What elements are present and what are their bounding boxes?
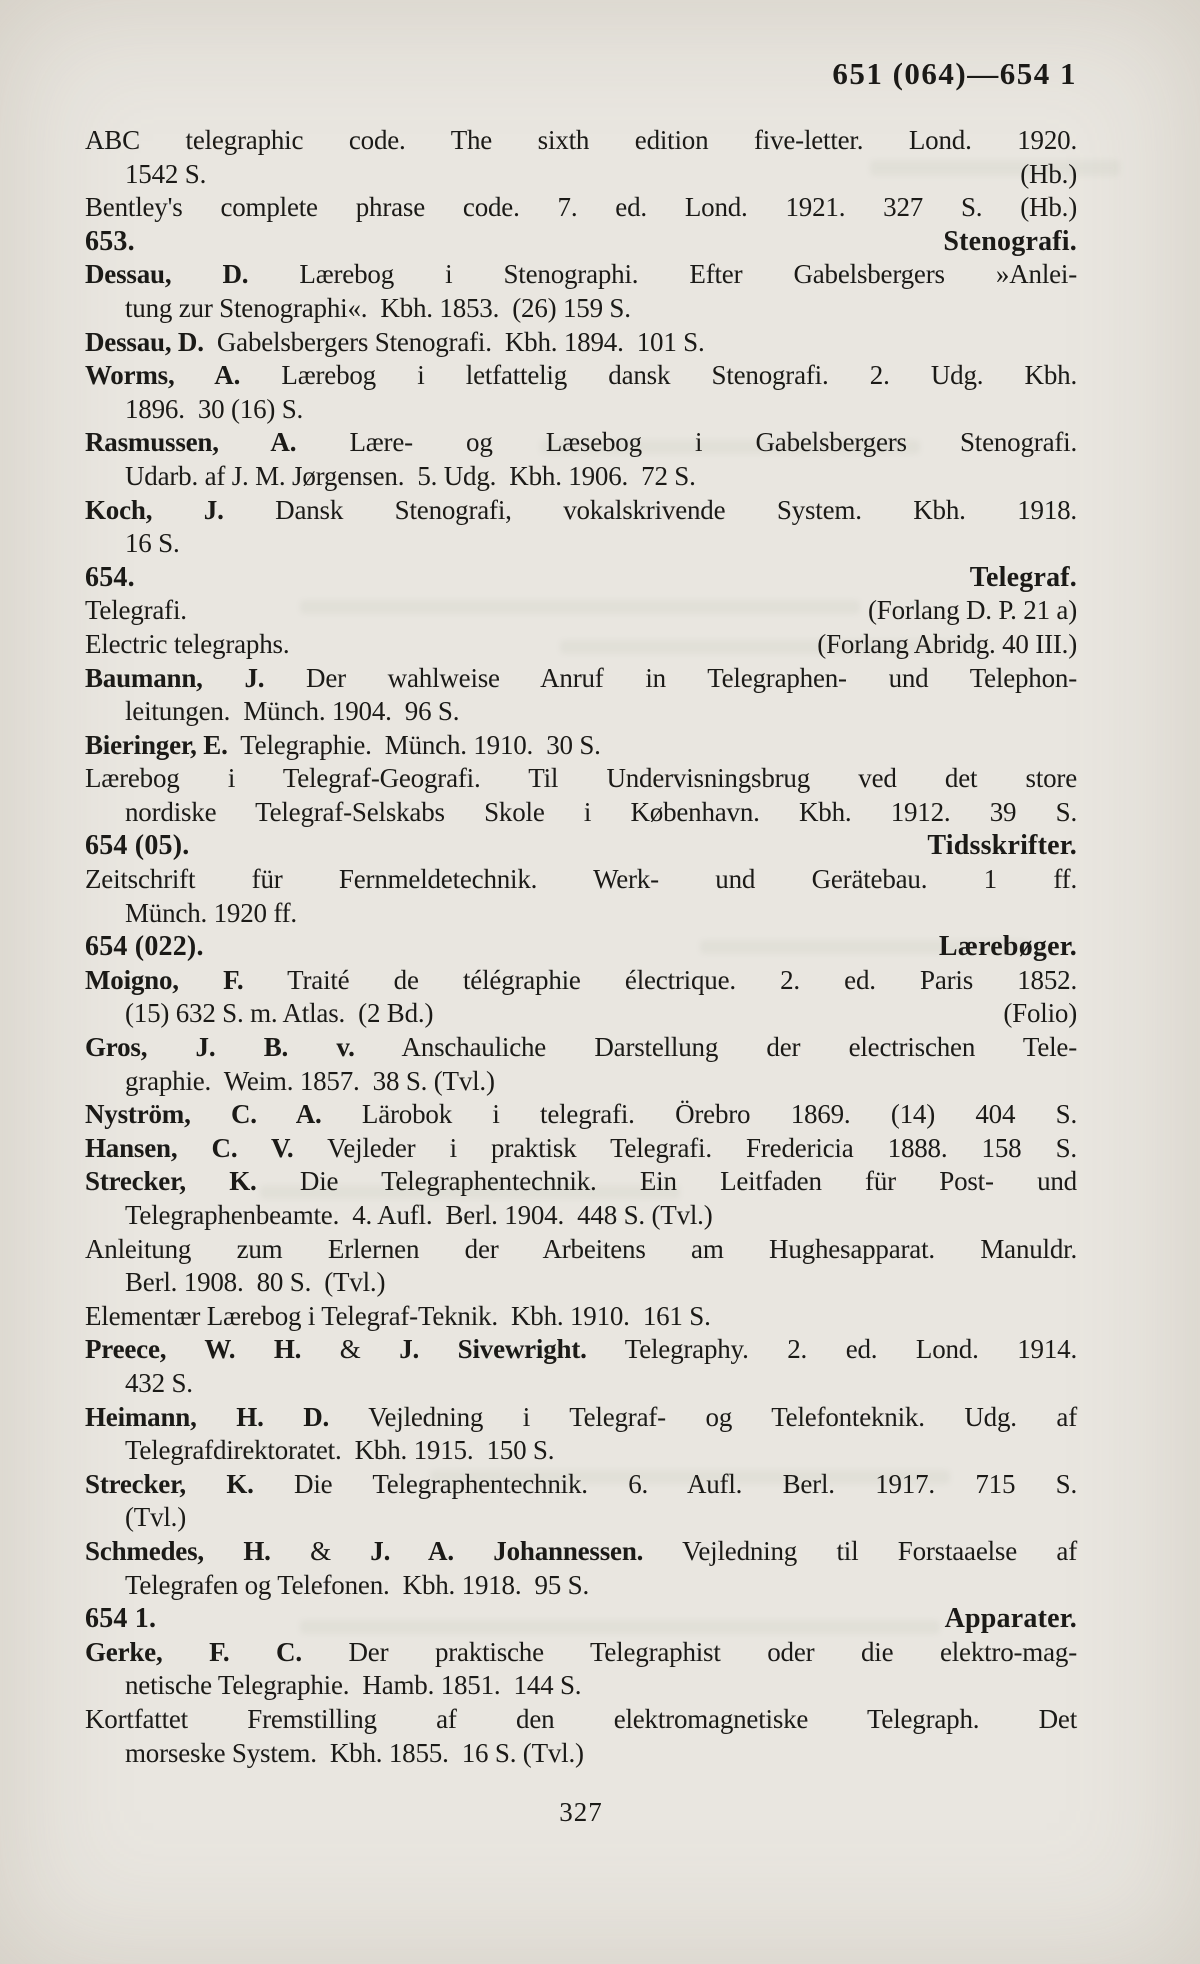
bibliography-line xyxy=(85,1669,1077,1703)
line-text xyxy=(125,898,297,928)
entry-text: (15) 632 S. m. Atlas. (2 Bd.) xyxy=(125,998,434,1029)
entry-text: Die Telegraphentechnik. 6. Aufl. Berl. 1917. 715 S. xyxy=(253,1468,1077,1499)
author-name: Moigno, F. xyxy=(85,964,244,995)
bibliography-line xyxy=(85,1367,1077,1401)
entry-text: 432 S. xyxy=(125,1367,193,1398)
bibliography-line xyxy=(85,897,1077,931)
entry-text: 1542 S. xyxy=(125,158,207,189)
author-name: Dessau, D. xyxy=(85,326,204,357)
entry-text: Kortfattet Fremstilling af den elektromagnetiske Telegraph. Det xyxy=(85,1703,1077,1734)
author-name: Strecker, K. xyxy=(85,1166,257,1197)
line-text xyxy=(85,360,1077,390)
bibliography-line xyxy=(85,1300,1077,1334)
line-text xyxy=(125,797,1077,827)
line-text xyxy=(85,125,1077,155)
bibliography-line xyxy=(85,1065,1077,1099)
classification-header: 651 (064)—654 1 xyxy=(832,56,1077,91)
line-text xyxy=(125,461,696,491)
entry-text: Telegraphie. Münch. 1910. 30 S. xyxy=(227,729,601,760)
line-text xyxy=(85,1469,1077,1499)
bibliography-lines xyxy=(85,124,1077,1770)
bibliography-line xyxy=(85,1333,1077,1367)
line-text xyxy=(85,1234,1077,1264)
bibliography-line xyxy=(85,1703,1077,1737)
entry-text: & xyxy=(301,1334,400,1365)
author-name: Nyström, C. A. xyxy=(85,1099,322,1130)
line-text xyxy=(85,1402,1077,1432)
bibliography-line xyxy=(85,124,1077,158)
bibliography-line xyxy=(85,158,1077,192)
shelf-reference: (Forlang Abridg. 40 III.) xyxy=(817,628,1077,659)
line-text xyxy=(125,1435,554,1465)
line-text xyxy=(125,1368,193,1398)
bibliography-line xyxy=(85,1569,1077,1603)
section-heading-line xyxy=(85,561,1077,595)
line-text xyxy=(85,730,601,760)
section-label: Telegraf. xyxy=(969,561,1077,593)
line-text xyxy=(85,1602,156,1636)
line-text xyxy=(85,628,289,662)
line-text xyxy=(125,1738,584,1768)
entry-text: Vejleder i praktisk Telegrafi. Fredericia 1888. 158 S. xyxy=(293,1132,1077,1163)
entry-text: Anleitung zum Erlernen der Arbeitens am Hughesapparat. Manuldr. xyxy=(85,1233,1077,1264)
entry-text: Traité de télégraphie électrique. 2. ed. Paris 1852. xyxy=(243,964,1077,995)
line-text xyxy=(125,1267,385,1297)
line-text xyxy=(85,327,705,357)
author-name: J. Sivewright. xyxy=(399,1334,587,1365)
bibliography-line xyxy=(85,997,1077,1031)
line-text xyxy=(85,1536,1077,1566)
line-text xyxy=(85,1099,1077,1129)
line-text xyxy=(85,930,204,964)
entry-text: Bentley's complete phrase code. 7. ed. Lond. 1921. 327 S. (Hb.) xyxy=(85,192,1077,223)
entry-text: (Tvl.) xyxy=(125,1502,187,1533)
entry-text: Telegraphenbeamte. 4. Aufl. Berl. 1904. 448 S. (Tvl.) xyxy=(125,1200,713,1230)
bibliography-line xyxy=(85,1199,1077,1233)
author-name: 654 (05). xyxy=(85,830,190,862)
bibliography-line xyxy=(85,1266,1077,1300)
entry-text: leitungen. Münch. 1904. 96 S. xyxy=(125,696,460,727)
entry-text: nordiske Telegraf-Selskabs Skole i København. Kbh. 1912. 39 S. xyxy=(125,796,1077,827)
shelf-reference: (Folio) xyxy=(1003,998,1077,1029)
line-text xyxy=(85,763,1077,793)
bibliography-line xyxy=(85,359,1077,393)
page-number: 327 xyxy=(559,1797,603,1827)
line-text xyxy=(125,528,180,558)
line-text xyxy=(85,1166,1077,1196)
bibliography-line xyxy=(85,1031,1077,1065)
line-text xyxy=(85,225,135,259)
line-text xyxy=(125,1200,713,1230)
shelf-reference: (Forlang D. P. 21 a) xyxy=(868,595,1077,626)
section-heading-line xyxy=(85,225,1077,259)
author-name: Preece, W. H. xyxy=(85,1334,302,1365)
bibliography-line xyxy=(85,1098,1077,1132)
bibliography-line xyxy=(85,1434,1077,1468)
author-name: Bieringer, E. xyxy=(85,729,228,760)
entry-text: Dansk Stenografi, vokalskrivende System. Kbh. 1918. xyxy=(223,494,1077,525)
line-text xyxy=(85,495,1077,525)
author-name: 654. xyxy=(85,561,135,593)
entry-text: Lärobok i telegrafi. Örebro 1869. (14) 404 S. xyxy=(321,1099,1077,1130)
entry-text: Der wahlweise Anruf in Telegraphen- und Telephon- xyxy=(264,662,1078,693)
bibliography-line xyxy=(85,662,1077,696)
line-text xyxy=(85,1704,1077,1734)
bibliography-line xyxy=(85,494,1077,528)
entry-text: & xyxy=(270,1535,371,1566)
line-text xyxy=(125,1570,589,1600)
author-name: 654 1. xyxy=(85,1603,157,1635)
line-text xyxy=(85,594,187,628)
line-text xyxy=(85,1133,1077,1163)
author-name: 654 (022). xyxy=(85,931,204,963)
line-text xyxy=(85,829,189,863)
bibliography-line xyxy=(85,628,1077,662)
entry-text: tung zur Stenographi«. Kbh. 1853. (26) 159 S. xyxy=(125,292,631,323)
entry-text: Electric telegraphs. xyxy=(85,628,290,659)
bibliography-line xyxy=(85,292,1077,326)
line-text xyxy=(125,158,206,192)
entry-text: Der praktische Telegraphist oder die elektro-mag- xyxy=(301,1636,1077,1667)
line-text xyxy=(125,394,303,424)
bibliography-line xyxy=(85,191,1077,225)
entry-text: Die Telegraphentechnik. Ein Leitfaden für Post- und xyxy=(256,1166,1077,1197)
entry-text: Zeitschrift für Fernmeldetechnik. Werk- und Gerätebau. 1 ff. xyxy=(85,864,1077,895)
line-text xyxy=(85,1637,1077,1667)
entry-text: Münch. 1920 ff. xyxy=(125,897,297,928)
entry-text: Lærebog i Stenographi. Efter Gabelsbergers »Anlei- xyxy=(248,259,1077,290)
author-name: Hansen, C. V. xyxy=(85,1132,294,1163)
bibliography-line xyxy=(85,594,1077,628)
line-text xyxy=(125,1670,581,1700)
entry-text: Telegraphy. 2. ed. Lond. 1914. xyxy=(586,1334,1078,1365)
entry-text: Lære- og Læsebog i Gabelsbergers Stenografi. xyxy=(296,427,1077,458)
bibliography-line xyxy=(85,729,1077,763)
entry-text: Anschauliche Darstellung der electrischen Tele- xyxy=(354,1032,1077,1063)
section-heading-line xyxy=(85,1602,1077,1636)
bibliography-line xyxy=(85,1501,1077,1535)
entry-text: Vejledning i Telegraf- og Telefonteknik. Udg. af xyxy=(329,1401,1077,1432)
entry-text: netische Telegraphie. Hamb. 1851. 144 S. xyxy=(125,1670,582,1701)
entry-text: morseske System. Kbh. 1855. 16 S. (Tvl.) xyxy=(125,1737,584,1768)
entry-text: 16 S. xyxy=(125,528,180,559)
entry-text: Lærebog i Telegraf-Geografi. Til Undervisningsbrug ved det store xyxy=(85,763,1077,794)
line-text xyxy=(125,696,459,726)
bibliography-line xyxy=(85,762,1077,796)
line-text xyxy=(85,192,1077,222)
bibliography-line xyxy=(85,1535,1077,1569)
bibliography-line xyxy=(85,258,1077,292)
bibliography-line xyxy=(85,1233,1077,1267)
author-name: Rasmussen, A. xyxy=(85,427,297,458)
author-name: Koch, J. xyxy=(85,494,224,525)
entry-text: Telegrafi. xyxy=(85,595,187,626)
line-text xyxy=(125,1066,495,1096)
section-heading-line xyxy=(85,829,1077,863)
line-text xyxy=(85,1334,1077,1364)
bibliography-line xyxy=(85,1737,1077,1771)
entry-text: Gabelsbergers Stenografi. Kbh. 1894. 101 S. xyxy=(203,326,705,357)
line-text xyxy=(125,1502,186,1532)
bibliography-line xyxy=(85,460,1077,494)
bibliography-line xyxy=(85,1132,1077,1166)
author-name: Schmedes, H. xyxy=(85,1535,271,1566)
section-label: Lærebøger. xyxy=(938,931,1077,963)
bibliography-line xyxy=(85,393,1077,427)
entry-text: Telegrafdirektoratet. Kbh. 1915. 150 S. xyxy=(125,1435,555,1466)
section-label: Apparater. xyxy=(944,1603,1077,1635)
section-label: Tidsskrifter. xyxy=(927,830,1077,862)
line-text xyxy=(125,997,433,1031)
author-name: Gerke, F. C. xyxy=(85,1636,302,1667)
author-name: Worms, A. xyxy=(85,360,241,391)
author-name: Dessau, D. xyxy=(85,259,249,290)
bibliography-line xyxy=(85,527,1077,561)
author-name: Strecker, K. xyxy=(85,1468,254,1499)
author-name: Heimann, H. D. xyxy=(85,1401,330,1432)
bibliography-line xyxy=(85,796,1077,830)
bibliography-line xyxy=(85,863,1077,897)
line-text xyxy=(85,427,1077,457)
entry-text: graphie. Weim. 1857. 38 S. (Tvl.) xyxy=(125,1065,495,1096)
line-text xyxy=(85,965,1077,995)
line-text xyxy=(85,259,1077,289)
author-name: J. A. Johannessen. xyxy=(370,1535,644,1566)
bibliography-line xyxy=(85,964,1077,998)
line-text xyxy=(85,1301,711,1331)
line-text xyxy=(85,663,1077,693)
shelf-reference: (Hb.) xyxy=(1020,158,1077,189)
author-name: 653. xyxy=(85,225,135,257)
line-text xyxy=(85,561,135,595)
entry-text: ABC telegraphic code. The sixth edition five-letter. Lond. 1920. xyxy=(85,125,1077,155)
line-text xyxy=(125,293,631,323)
bibliography-line xyxy=(85,695,1077,729)
author-name: Baumann, J. xyxy=(85,662,265,693)
bibliography-line xyxy=(85,426,1077,460)
line-text xyxy=(85,864,1077,894)
section-label: Stenografi. xyxy=(943,225,1077,257)
entry-text: 1896. 30 (16) S. xyxy=(125,393,304,424)
bibliography-line xyxy=(85,1165,1077,1199)
bibliography-line xyxy=(85,1636,1077,1670)
bibliography-line xyxy=(85,326,1077,360)
entry-text: Elementær Lærebog i Telegraf-Teknik. Kbh. 1910. 161 S. xyxy=(85,1300,711,1331)
entry-text: Vejledning til Forstaaelse af xyxy=(643,1535,1077,1566)
bibliography-line xyxy=(85,1401,1077,1435)
line-text xyxy=(85,1032,1077,1062)
bibliography-line xyxy=(85,1468,1077,1502)
entry-text: Lærebog i letfattelig dansk Stenografi. 2. Udg. Kbh. xyxy=(240,360,1077,391)
entry-text: Berl. 1908. 80 S. (Tvl.) xyxy=(125,1267,386,1298)
section-heading-line xyxy=(85,930,1077,964)
author-name: Gros, J. B. v. xyxy=(85,1032,355,1063)
entry-text: Telegrafen og Telefonen. Kbh. 1918. 95 S. xyxy=(125,1569,590,1600)
entry-text: Udarb. af J. M. Jørgensen. 5. Udg. Kbh. 1906. 72 S. xyxy=(125,460,696,491)
